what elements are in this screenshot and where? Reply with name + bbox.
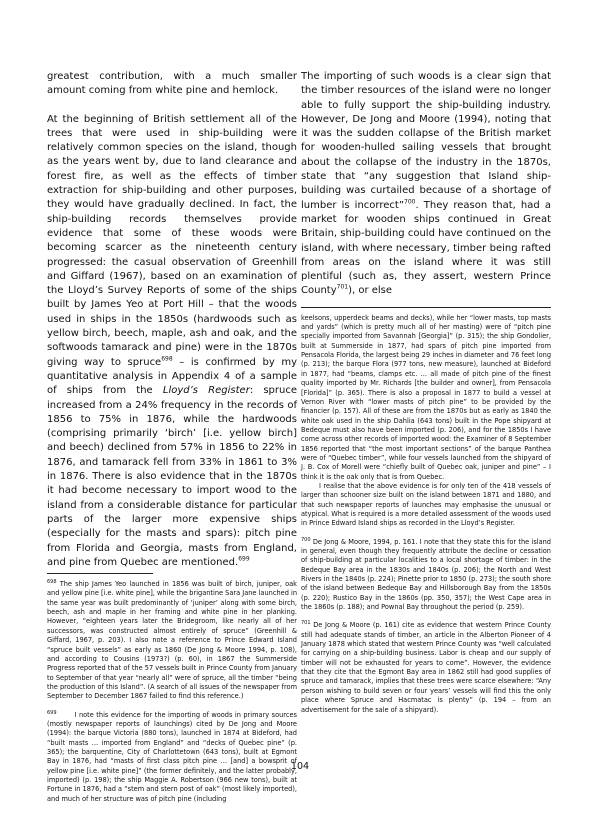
footnote-rule	[301, 307, 551, 308]
text-run: – is confirmed by my quantitative analysis in Appendix 4 of a sample of ships from the	[47, 356, 297, 397]
footnote-ref: 701	[336, 284, 349, 292]
text-run: : spruce increased from a 24% frequency in the records of 1856 to 75% in 1876, while the hardwoods (comprising primarily ‘birch’ [i.e. yellow birch] and beech) declined from 57% in 1856 to 22% in 1876, and tamarack fell from 33% in 1861 to 3% in 1876. There is also evidence that in the 1870s it had become necessary to import wood to the island from a considerable distance for particular parts of the larger more expensive ships (especially for the masts and spars): pitch pine from Florida and Georgia, masts from England, and pine from Quebec are mentioned.	[47, 385, 298, 568]
footnote-701	[301, 621, 551, 714]
footnote-699-continued: keelsons, upperdeck beams and decks), while her “lower masts, top masts and yards” (which is pretty much all of her masting) were of “pitch pine specially imported from Savannah [Georgia]” (p. 315); the ship Gondolier, built at Summerside in 1877, had spars of pitch pine imported from Pensacola Florida, the largest being 29 inches in diameter and 76 feet long (p. 213); the barque Flora (977 tons, new measure), launched at Bideford in 1877, had “beams, clamps etc. … all made of pitch pine of the finest quality imported by Mr. Richards [the builder and owner], from Pensacola [Florida]” (p. 365). There is also a proposal in 1877 to build a vessel at Vernon River with “lower masts of pitch pine” to be provided by the financier (p. 157). All of these are from the 1870s but as early as 1840 the white oak used in the ship Dahlia (643 tons) built in the Pope shipyard at Bedeque must also have been imported (p. 206), and for the 1850s I have come across other records of imported wood: the Examiner of 8 September 1856 reported that “the most important sections” of the barque Panthea were of “Quebec timber”, while four vessels launched from the shipyard of J. B. Cox of Morell were “chiefly built of Quebec oak, juniper and pine” – I think it is the oak only that is from Quebec.	[301, 313, 551, 481]
footnote-text: De Jong & Moore (p. 161) cite as evidence that western Prince County still had adequate stands of timber, an article in the Alberton Pioneer of 4 January 1878 which stated that western Prince County was “well calculated for carrying on a ship-building business. Labor is cheap and our supply of timber will not be exhausted for years to come”. However, the evidence that they cite that the Egmont Bay area in 1862 still had good supplies of spruce and tamarack, implies that these trees were scarce elsewhere: “Any person wishing to build seven or four years’ vessels will find this the only place where Spruce and Hacmatac is plenty” (p. 194 – from an advertisement for the sale of a shipyard).	[301, 621, 551, 714]
right-column	[301, 70, 551, 724]
paragraph	[301, 70, 551, 299]
footnote-ref: 698	[161, 355, 173, 363]
footnote-700	[301, 538, 551, 613]
text-run: At the beginning of British settlement all of the trees that were used in ship-building were relatively common species on the island, though as the years went by, due to land clearance and forest fire, as well as the effects of timber extraction for ship-building and other purposes, they would have gradually declined. In fact, the ship-building records themselves provide evidence that some of these woods were becoming scarcer as the nineteenth century progressed: the casual observation of Greenhill and Giffard (1967), based on an examination of the Lloyd’s Survey Reports of some of the ships built by James Yeo at Port Hill – that the woods used in ships in the 1850s (hardwoods such as yellow birch, beech, maple, ash and oak, and the softwoods tamarack and pine) were in the 1870s giving way to spruce	[47, 113, 297, 368]
text-run: The importing of such woods is a clear sign that the timber resources of the island were no longer able to fully support the ship-building industry. However, De Jong and Moore (1994), noting that it was the sudden collapse of the British market for wooden-hulled sailing vessels that brought about the collapse of the industry in the 1870s, state that “any suggestion that Island ship-building was curtailed because of a shortage of lumber is incorrect”	[301, 71, 551, 211]
footnote-text: De Jong & Moore, 1994, p. 161. I note that they state this for the island in general, even though they frequently attribute the decline or cessation of ship-building at particular localities to a local shortage of timber: in the Bedeque Bay area in the 1830s and 1840s (p. 206); the North and West Rivers in the 1840s (p. 224); Pinette prior to 1850 (p. 273); the south shore of the island between Bedeque Bay and Hillsborough Bay from the 1850s (p. 220); Rustico Bay in the 1860s (pp. 350, 357); the West Cape area in the 1860s (p. 188); and Pownal Bay throughout the period (p. 259).	[301, 537, 551, 612]
paragraph: greatest contribution, with a much smaller amount coming from white pine and hemlock.	[47, 71, 297, 97]
footnote-699	[47, 711, 297, 804]
footnote-698	[47, 580, 297, 701]
text-run: . They reason that, had a market for wooden ships continued in Great Britain, ship-building could have continued on the island, with where necessary, timber being rafted from areas on the island where it was still plentiful (such as, they assert, western Prince County	[301, 199, 551, 297]
footnote-number: 701	[301, 620, 311, 627]
footnote-text: The ship James Yeo launched in 1856 was built of birch, juniper, oak and yellow pine [i.e. white pine], while the brigantine Sara Jane launched in the same year was built predominantly of ‘juniper’ along with some birch, beech, ash and maple in her framing and white pine in her planking. However, “eighteen years later the Bridegroom, like nearly all of her successors, was constructed almost entirely of spruce” (Greenhill & Giffard, 1967, p. 203). I also note a reference to Prince Edward Island “spruce built vessels” as early as 1860 (De Jong & Moore 1994, p. 108), and according to Cousins (1973?) (p. 60), in 1867 the Summerside Progress reported that of the 57 vessels built in Prince County from January to September of that year “nearly all” were of spruce, all the timber “being the production of this Island”. (A search of all issues of the newspaper from September to December 1867 failed to find this reference.)	[47, 580, 297, 701]
page-number: 104	[290, 761, 310, 772]
left-column	[47, 70, 297, 813]
italic-title: Lloyd’s Register	[162, 385, 250, 397]
footnote-number: 698	[47, 578, 57, 585]
footnote-number: 699	[47, 709, 57, 716]
footnote-ref: 699	[238, 555, 250, 563]
footnote-699-continued: I realise that the above evidence is for only ten of the 418 vessels of larger than schooner size built on the island between 1871 and 1880, and that such newspaper reports of launches may emphasise the unusual or atypical. What is required is a more detailed assessment of the woods used in Prince Edward Island ships as recorded in the Lloyd’s Register.	[301, 481, 551, 528]
footnote-rule	[47, 573, 153, 574]
text-run: ), or else	[348, 285, 393, 297]
footnote-number: 700	[301, 536, 311, 543]
footnote-ref: 700	[404, 198, 416, 206]
footnote-text: I note this evidence for the importing of woods in primary sources (mostly newspaper reports of launchings) cited by De Jong and Moore (1994): the barque Victoria (880 tons), launched in 1874 at Bideford, had “built masts … imported from England” and “decks of Quebec pine” (p. 365); the barquentine, City of Charlottetown (643 tons), built at Egmont Bay in 1876, had “masts of first class pitch pine … [and] a bowsprit of yellow pine [i.e. white pine]” (the former definitely, and the latter probably, imported) (p. 198); the ship Maggie A. Robertson (966 new tons), built at Fortune in 1876, had a “stem and stern post of oak” (most likely imported), and much of her structure was of pitch pine (including	[47, 710, 297, 803]
paragraph	[47, 113, 297, 571]
